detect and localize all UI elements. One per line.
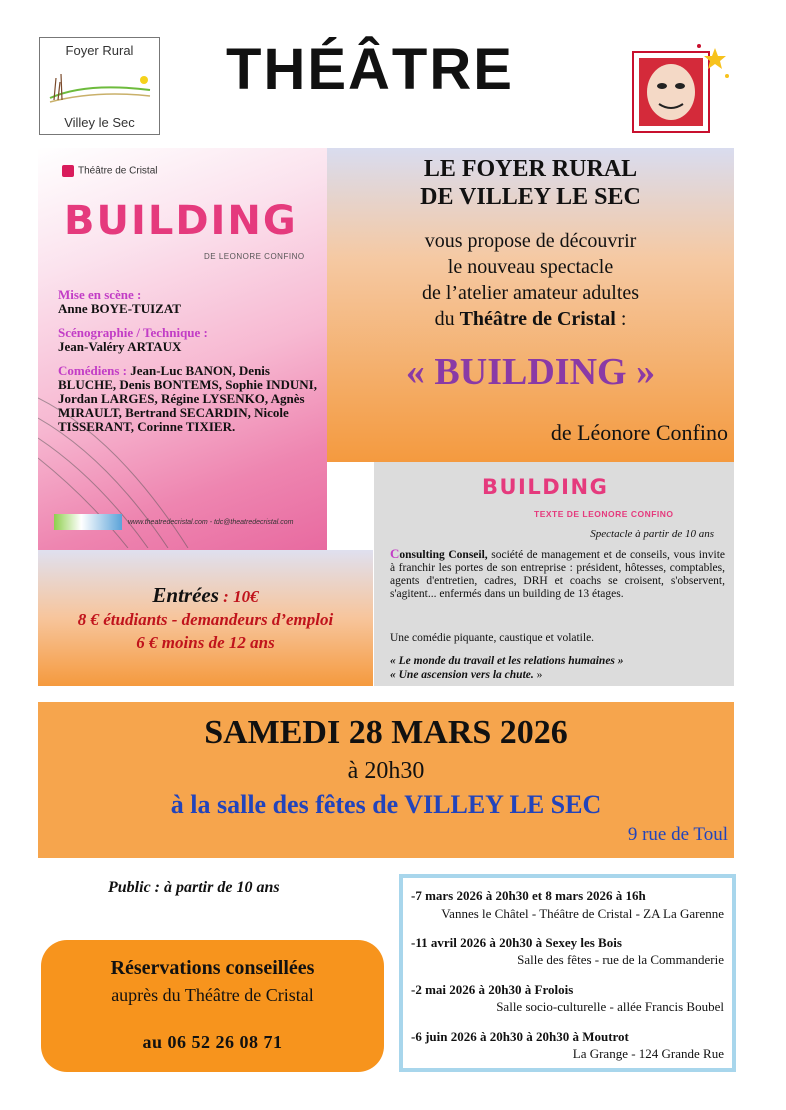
poster-company-name: Théâtre de Cristal [78, 165, 158, 177]
intro-line-2: DE VILLEY LE SEC [420, 184, 641, 210]
event-venue: à la salle des fêtes de VILLEY LE SEC [170, 790, 602, 819]
mise-label: Mise en scène : [58, 287, 142, 302]
prices-label: Entrées [152, 583, 219, 607]
intro-line-5: de l’atelier amateur adultes [421, 282, 640, 304]
comediens-value: Jean-Luc BANON, Denis BLUCHE, Denis BONTEMS, Sophie INDUNI, Jordan LARGES, Régine LYSENKO, Agnès MIRAULT, Bertrand SECARDIN, Nicole TISSERANT, Corinne TIXIER. [58, 363, 317, 434]
other-date-head: -2 mai 2026 à 20h30 à Frolois [411, 982, 574, 997]
summary-quote-2-text: « Une ascension vers la chute. [390, 669, 534, 681]
intro-company: Théâtre de Cristal [459, 308, 616, 330]
prices-panel [38, 550, 373, 686]
summary-panel [374, 462, 734, 686]
logo-bottom-text: Villey le Sec [64, 115, 135, 130]
summary-title: BUILDING [482, 475, 609, 499]
summary-initial: C [390, 546, 400, 561]
summary-age: Spectacle à partir de 10 ans [590, 528, 714, 540]
intro-line-6-post: : [615, 308, 627, 330]
prices-full: : 10€ [218, 587, 259, 606]
event-time: à 20h30 [347, 758, 425, 784]
event-date: SAMEDI 28 MARS 2026 [204, 714, 568, 751]
event-date-panel [38, 702, 734, 858]
poster-footer: www.theatredecristal.com - tdc@theatredecristal.com [128, 519, 294, 526]
intro-line-3: vous propose de découvrir [424, 230, 637, 252]
theatre-mask-icon [629, 40, 733, 136]
intro-line-6-pre: du [434, 308, 460, 330]
reservation-phone[interactable]: au 06 52 26 08 71 [142, 1032, 283, 1052]
other-dates-panel [399, 874, 736, 1072]
sceno-label: Scénographie / Technique : [58, 325, 208, 340]
intro-line-1: LE FOYER RURAL [423, 156, 638, 182]
other-date-head: -6 juin 2026 à 20h30 à 20h30 à Moutrot [411, 1029, 629, 1044]
summary-quote-2-end: » [533, 669, 543, 681]
sponsor-logos-icon [54, 514, 122, 530]
public-age: Public : à partir de 10 ans [108, 879, 280, 896]
poster-credits [58, 288, 322, 444]
intro-line-6 [327, 308, 734, 331]
summary-text: société de management et de conseils, vous invite à franchir les portes de son entreprise : président, hôtesses, comptables, agents d'entretien, cadres, DRH et coachs se croisent, s'observent, s'agitent... enfermés dans un building de 13 étages. [390, 549, 725, 600]
summary-subtitle: TEXTE DE LEONORE CONFINO [534, 509, 674, 519]
reservation-title: Réservations conseillées [110, 957, 315, 979]
foyer-rural-logo [39, 37, 160, 135]
intro-panel [327, 148, 734, 462]
other-date-sub: Vannes le Châtel - Théâtre de Cristal - ZA La Garenne [441, 906, 724, 921]
sceno-value: Jean-Valéry ARTAUX [58, 339, 182, 354]
mise-value: Anne BOYE-TUIZAT [58, 301, 181, 316]
summary-company: onsulting Conseil, [399, 549, 488, 561]
summary-body [390, 547, 725, 601]
other-date-sub: Salle socio-culturelle - allée Francis Boubel [496, 999, 724, 1014]
logo-top-text: Foyer Rural [65, 43, 134, 58]
reservation-sub: auprès du Théâtre de Cristal [111, 985, 314, 1005]
other-date-head: -11 avril 2026 à 20h30 à Sexey les Bois [411, 935, 622, 950]
landscape-logo-icon [46, 60, 154, 108]
intro-author: de Léonore Confino [550, 420, 728, 445]
comediens-label: Comédiens : [58, 363, 127, 378]
show-poster [38, 148, 327, 550]
company-logo-icon [62, 165, 74, 177]
intro-show-title: « BUILDING » [405, 351, 656, 393]
poster-company [62, 165, 157, 177]
poster-title: BUILDING [64, 198, 298, 244]
poster-author: DE LEONORE CONFINO [204, 252, 305, 261]
prices-child: 6 € moins de 12 ans [136, 633, 275, 652]
reservation-panel [41, 940, 384, 1072]
other-date-sub: Salle des fêtes - rue de la Commanderie [517, 952, 724, 967]
summary-quote-1: « Le monde du travail et les relations humaines » [390, 655, 624, 667]
other-date-head: -7 mars 2026 à 20h30 et 8 mars 2026 à 16h [411, 888, 646, 903]
summary-quote-2 [390, 669, 542, 681]
prices-main [38, 583, 373, 608]
summary-comedy: Une comédie piquante, caustique et volatile. [390, 632, 595, 644]
intro-line-4: le nouveau spectacle [447, 256, 614, 278]
other-date-sub: La Grange - 124 Grande Rue [572, 1046, 724, 1061]
page-title: THÉÂTRE [226, 37, 514, 102]
event-address: 9 rue de Toul [627, 824, 728, 845]
prices-reduced: 8 € étudiants - demandeurs d’emploi [77, 610, 334, 629]
